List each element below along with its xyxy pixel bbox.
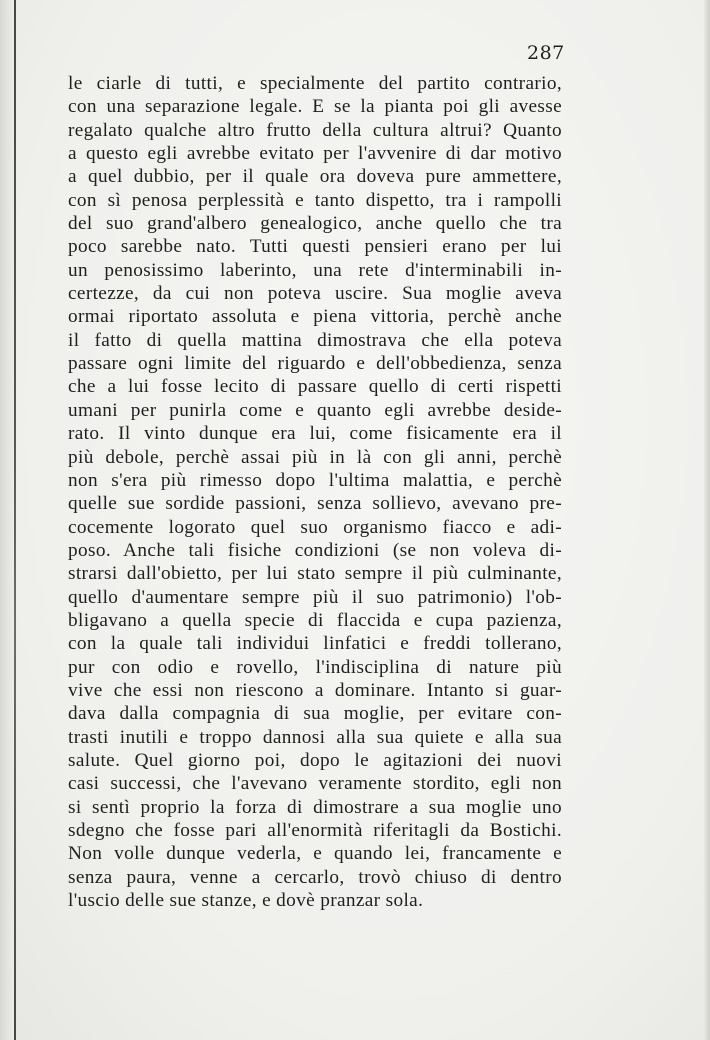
page-number: 287 — [527, 42, 565, 64]
text-line: passare ogni limite del riguardo e dell'obbedienza, senza — [68, 353, 562, 375]
text-line: del suo grand'albero genealogico, anche quello che tra — [68, 213, 562, 235]
text-line: casi successi, che l'avevano veramente stordito, egli non — [68, 773, 562, 795]
text-line: dava dalla compagnia di sua moglie, per evitare con- — [68, 703, 562, 725]
text-line: ormai riportato assoluta e piena vittoria, perchè anche — [68, 306, 562, 328]
text-line: vive che essi non riescono a dominare. Intanto si guar- — [68, 679, 562, 701]
text-line: a questo egli avrebbe evitato per l'avvenire di dar motivo — [68, 143, 562, 165]
text-line: con una separazione legale. E se la pianta poi gli avesse — [68, 96, 562, 118]
page-edge — [704, 0, 710, 1040]
text-line: a quel dubbio, per il quale ora doveva pure ammettere, — [68, 166, 562, 188]
text-line: poco sarebbe nato. Tutti questi pensieri erano per lui — [68, 236, 562, 258]
text-line: bligavano a quella specie di flaccida e cupa pazienza, — [68, 609, 562, 631]
text-line: quello d'aumentare sempre più il suo patrimonio) l'ob- — [68, 586, 562, 608]
text-line-last: l'uscio delle sue stanze, e dovè pranzar sola. — [68, 890, 424, 912]
text-line: non s'era più rimesso dopo l'ultima malattia, e perchè — [68, 469, 562, 491]
text-line: che a lui fosse lecito di passare quello di certi rispetti — [68, 376, 562, 398]
binding-edge — [14, 0, 16, 1040]
text-line: il fatto di quella mattina dimostrava che ella poteva — [68, 329, 562, 351]
text-line: umani per punirla come e quanto egli avrebbe deside- — [68, 399, 562, 421]
text-line: trasti inutili e troppo dannosi alla sua quiete e alla sua — [68, 726, 562, 748]
text-line: si sentì proprio la forza di dimostrare a sua moglie uno — [68, 796, 562, 818]
text-line: certezze, da cui non poteva uscire. Sua moglie aveva — [68, 283, 562, 305]
gutter-shadow — [0, 0, 14, 1040]
text-line: Non volle dunque vederla, e quando lei, francamente e — [68, 843, 562, 865]
text-line: pur con odio e rovello, l'indisciplina di nature più — [68, 656, 562, 678]
text-line: poso. Anche tali fisiche condizioni (se non voleva di- — [68, 539, 562, 561]
text-line: rato. Il vinto dunque era lui, come fisicamente era il — [68, 423, 562, 445]
text-line: sdegno che fosse pari all'enormità riferitagli da Bostichi. — [68, 820, 562, 841]
text-line: senza paura, venne a cercarlo, trovò chiuso di dentro — [68, 866, 562, 888]
body-text — [68, 72, 562, 912]
text-line: un penosissimo laberinto, una rete d'interminabili in- — [68, 259, 562, 281]
text-line: quelle sue sordide passioni, senza sollievo, avevano pre- — [68, 493, 562, 515]
text-line: salute. Quel giorno poi, dopo le agitazioni dei nuovi — [68, 749, 562, 771]
text-line: regalato qualche altro frutto della cultura altrui? Quanto — [68, 119, 562, 141]
text-line: cocemente logorato quel suo organismo fiacco e adi- — [68, 516, 562, 538]
text-line: con sì penosa perplessità e tanto dispetto, tra i rampolli — [68, 189, 562, 211]
text-line: strarsi dall'obietto, per lui stato sempre il più culminante, — [68, 563, 562, 585]
text-line: le ciarle di tutti, e specialmente del partito contrario, — [68, 73, 562, 94]
text-line: con la quale tali individui linfatici e freddi tollerano, — [68, 633, 562, 655]
text-line: più debole, perchè assai più in là con gli anni, perchè — [68, 446, 562, 468]
